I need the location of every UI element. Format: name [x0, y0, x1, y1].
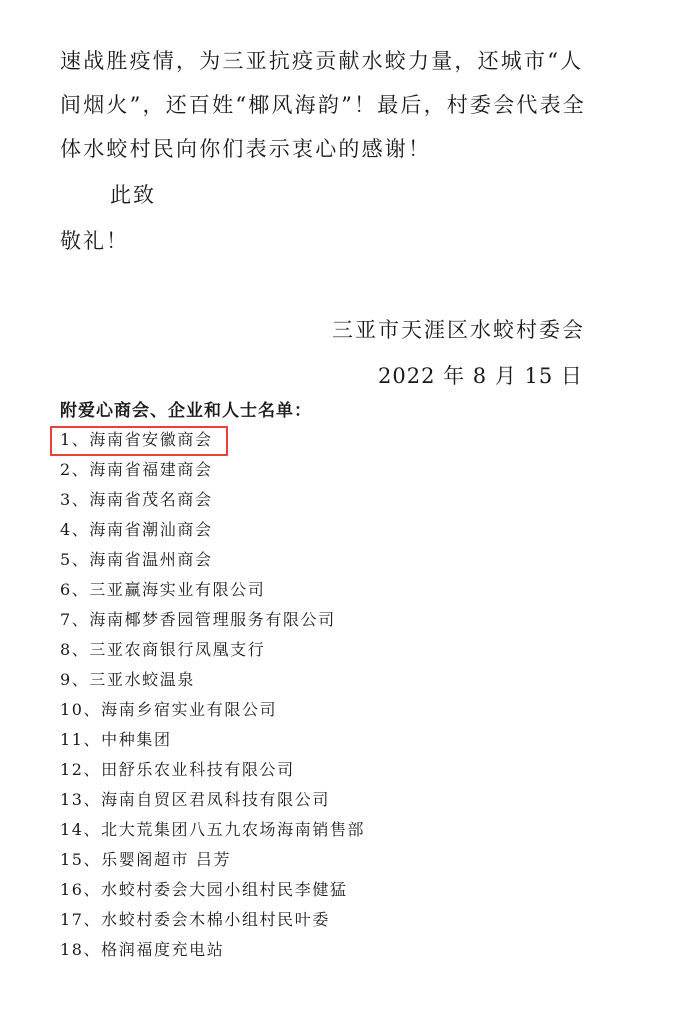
list-item: 9、三亚水蛟温泉: [60, 670, 195, 689]
letter-line-1: 速战胜疫情，为三亚抗疫贡献水蛟力量，还城市“人: [60, 49, 584, 73]
list-item: 15、乐婴阁超市 吕芳: [60, 850, 232, 869]
signature-date: 2022 年 8 月 15 日: [378, 364, 583, 388]
list-item: 10、海南乡宿实业有限公司: [60, 700, 278, 719]
list-item: 4、海南省潮汕商会: [60, 520, 213, 539]
list-item: 17、水蛟村委会木棉小组村民叶委: [60, 910, 330, 929]
closing-regards: 敬礼！: [60, 229, 129, 253]
list-item: 6、三亚赢海实业有限公司: [60, 580, 266, 599]
donor-list: [60, 425, 365, 965]
list-item: 1、海南省安徽商会: [60, 430, 213, 449]
list-item: 7、海南椰梦香园管理服务有限公司: [60, 610, 336, 629]
list-item: 13、海南自贸区君凤科技有限公司: [60, 790, 330, 809]
list-item: 16、水蛟村委会大园小组村民李健猛: [60, 880, 348, 899]
list-item: 18、格润福度充电站: [60, 940, 225, 959]
highlight-box: [50, 426, 228, 456]
list-item: 8、三亚农商银行凤凰支行: [60, 640, 266, 659]
letter-line-2: 间烟火”，还百姓“椰风海韵”！最后，村委会代表全: [60, 93, 587, 117]
list-item: 14、北大荒集团八五九农场海南销售部: [60, 820, 366, 839]
list-item: 12、田舒乐农业科技有限公司: [60, 760, 295, 779]
signature-organization: 三亚市天涯区水蛟村委会: [332, 318, 585, 342]
list-item: 3、海南省茂名商会: [60, 490, 213, 509]
closing-salutation: 此致: [110, 183, 156, 207]
letter-line-3: 体水蛟村民向你们表示衷心的感谢！: [60, 137, 432, 161]
donor-list-title: 附爱心商会、企业和人士名单：: [60, 401, 312, 421]
list-item: 11、中种集团: [60, 730, 172, 749]
list-item: 5、海南省温州商会: [60, 550, 213, 569]
list-item: 2、海南省福建商会: [60, 460, 213, 479]
